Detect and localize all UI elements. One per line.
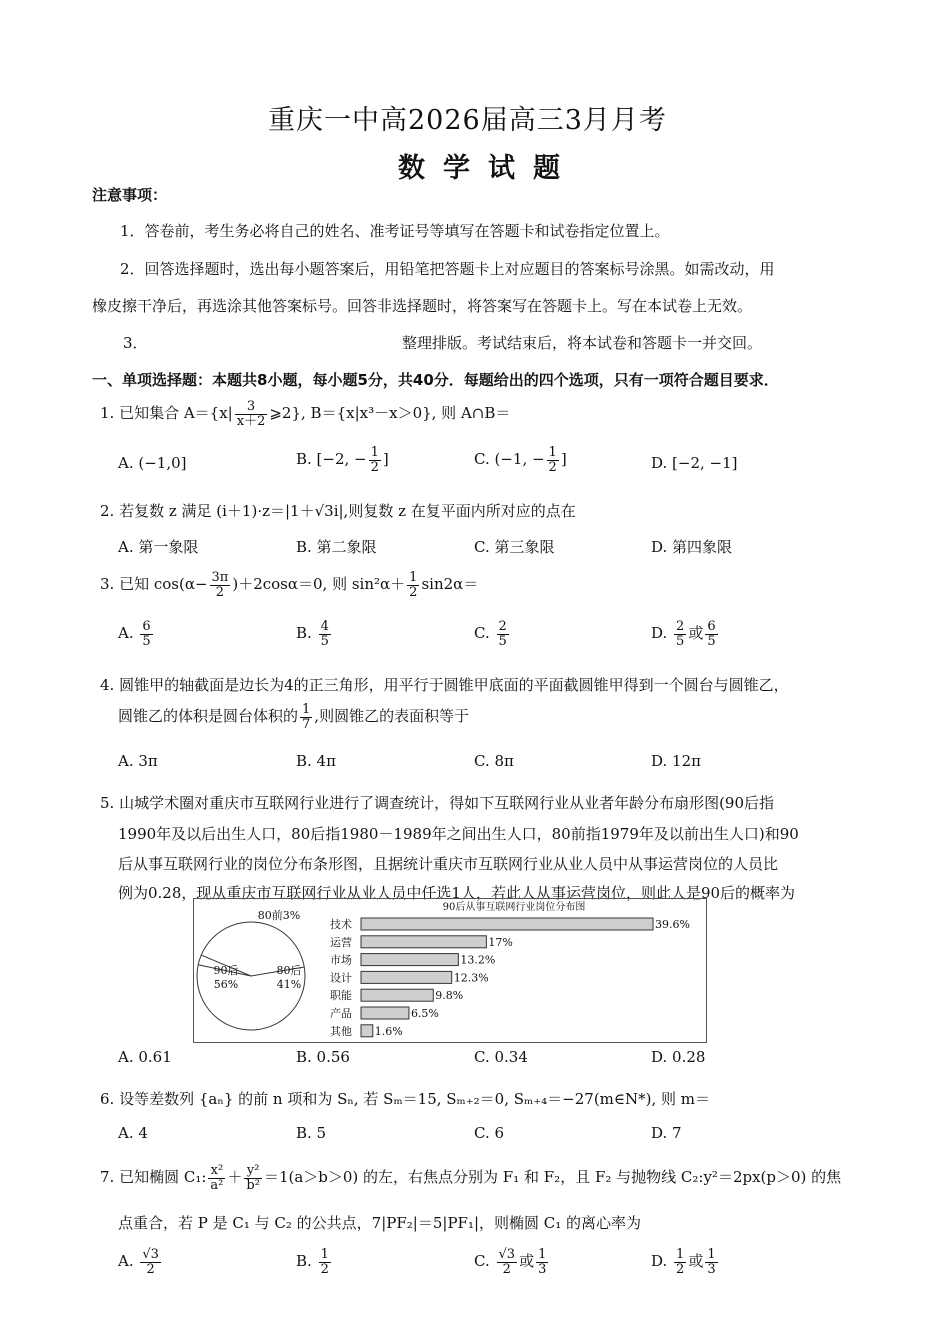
question-3-option-a[interactable]: A. $\frac{6}{5}$ — [118, 619, 151, 649]
pie-label-80: 80后 — [276, 964, 302, 977]
question-5-option-d[interactable]: D. 0.28 — [651, 1048, 706, 1066]
question-4-line-1: 4. 圆锥甲的轴截面是边长为4的正三角形，用平行于圆锥甲底面的平面截圆锥甲得到一个圆台与圆锥乙， — [100, 676, 789, 694]
question-7-line-2: 点重合，若 P 是 C₁ 与 C₂ 的公共点，7|PF₂|＝5|PF₁|，则椭圆 C₁ 的离心率为 — [118, 1214, 642, 1232]
bar-运营 — [361, 936, 486, 948]
question-7-option-c[interactable]: C. $\frac{√3}{2}$ 或 $\frac{1}{3}$ — [474, 1247, 547, 1277]
question-5-line-1: 5. 山城学术圈对重庆市互联网行业进行了调查统计，得如下互联网行业从业者年龄分布扇形图(90后指 — [100, 794, 775, 812]
question-3-option-d[interactable]: D. $\frac{2}{5}$ 或 $\frac{6}{5}$ — [651, 619, 716, 649]
question-1-option-c[interactable]: C. (−1, − $\frac{1}{2}$ ] — [474, 445, 567, 475]
question-5-option-b[interactable]: B. 0.56 — [296, 1048, 350, 1066]
question-3-option-c[interactable]: C. $\frac{2}{5}$ — [474, 619, 507, 649]
question-4-line-2: 圆锥乙的体积是圆台体积的 $\frac{1}{7}$ ,则圆锥乙的表面积等于 — [118, 702, 470, 732]
question-7-option-a[interactable]: A. $\frac{√3}{2}$ — [118, 1247, 159, 1277]
question-5-figure — [193, 898, 707, 1043]
bar-职能 — [361, 989, 433, 1001]
question-6-option-c[interactable]: C. 6 — [474, 1124, 505, 1142]
pie-label-80-pct: 41% — [276, 978, 302, 991]
question-7-line-1: 7. 已知椭圆 C₁: $\frac{\text{x²}}{\text{a²}}$ ＋ $\frac{\text{y²}}{\text{b²}}$ ＝1(a＞b＞0) 的左，右焦点分别为 F₁ 和 F₂，且 F₂ 与抛物线 C₂:y²＝2px(p＞0) 的焦 — [100, 1163, 842, 1193]
question-4-option-a[interactable]: A. 3π — [118, 752, 158, 770]
bar-category-label: 产品 — [330, 1007, 352, 1020]
bar-技术 — [361, 918, 653, 930]
question-1-option-b[interactable]: B. [−2, − $\frac{1}{2}$ ] — [296, 445, 389, 475]
bar-category-label: 设计 — [330, 971, 352, 985]
question-2-option-c[interactable]: C. 第三象限 — [474, 538, 555, 556]
question-1-option-d[interactable]: D. [−2, −1] — [651, 454, 738, 472]
question-4-option-b[interactable]: B. 4π — [296, 752, 336, 770]
question-5-line-4: 例为0.28，现从重庆市互联网行业从业人员中任选1人，若此人从事运营岗位，则此人是90后的概率为 — [118, 884, 796, 902]
question-6-option-a[interactable]: A. 4 — [118, 1124, 148, 1142]
bar-value-label: 6.5% — [410, 1007, 439, 1020]
question-4-option-d[interactable]: D. 12π — [651, 752, 701, 770]
bar-category-label: 市场 — [330, 953, 352, 967]
exam-subtitle: 数学试题 — [398, 153, 578, 184]
question-1-option-a[interactable]: A. (−1,0] — [118, 454, 187, 472]
notice-item-2-line-1: 2．回答选择题时，选出每小题答案后，用铅笔把答题卡上对应题目的答案标号涂黑。如需改动，用 — [120, 260, 775, 278]
bar-其他 — [361, 1025, 373, 1037]
question-5-line-2: 1990年及以后出生人口，80后指1980－1989年之间出生人口，80前指1979年及以前出生人口)和90 — [118, 825, 799, 843]
question-1-stem: 1. 已知集合 A＝{x| $\frac{3}{x+2}$ ⩾2}, B＝{x|x³－x＞0}, 则 A∩B＝ — [100, 399, 511, 429]
bar-category-label: 职能 — [330, 989, 352, 1003]
fraction: $\frac{3}{x+2}$ — [236, 399, 266, 429]
question-5-option-a[interactable]: A. 0.61 — [118, 1048, 172, 1066]
question-3-option-b[interactable]: B. $\frac{4}{5}$ — [296, 619, 329, 649]
question-2-option-d[interactable]: D. 第四象限 — [651, 538, 733, 556]
question-2-stem: 2. 若复数 z 满足 (i＋1)·z＝|1＋√3i|,则复数 z 在复平面内所对应的点在 — [100, 502, 576, 520]
question-3-stem: 3. 已知 cos(α− $\frac{3\pi}{2}$ )＋2cosα＝0, 则 sin²α＋ $\frac{1}{2}$ sin2α＝ — [100, 570, 479, 600]
question-2-option-a[interactable]: A. 第一象限 — [118, 538, 199, 556]
bar-category-label: 技术 — [330, 918, 352, 931]
bar-category-label: 运营 — [330, 935, 352, 949]
bar-value-label: 13.2% — [460, 953, 496, 967]
question-5-line-3: 后从事互联网行业的岗位分布条形图，且据统计重庆市互联网行业从业人员中从事运营岗位的人员比 — [118, 855, 779, 873]
pie-label-pre80: 80前3% — [257, 909, 301, 922]
question-5-option-c[interactable]: C. 0.34 — [474, 1048, 528, 1066]
pie-label-90-pct: 56% — [213, 978, 239, 991]
question-4-option-c[interactable]: C. 8π — [474, 752, 514, 770]
notice-heading: 注意事项： — [92, 186, 168, 204]
chart-svg — [194, 899, 706, 1042]
question-6-stem: 6. 设等差数列 {aₙ} 的前 n 项和为 Sₙ, 若 Sₘ＝15, Sₘ₊₂＝0, Sₘ₊₄＝−27(m∈N*), 则 m＝ — [100, 1090, 710, 1108]
bar-category-label: 其他 — [330, 1024, 352, 1038]
question-6-option-d[interactable]: D. 7 — [651, 1124, 682, 1142]
bar-设计 — [361, 971, 452, 983]
bar-chart-title: 90后从事互联网行业岗位分布图 — [442, 902, 586, 913]
bar-value-label: 9.8% — [435, 989, 464, 1003]
bar-产品 — [361, 1007, 409, 1019]
bar-value-label: 1.6% — [374, 1024, 403, 1038]
notice-item-2-line-2: 橡皮擦干净后，再选涂其他答案标号。回答非选择题时，将答案写在答题卡上。写在本试卷上无效。 — [92, 297, 753, 315]
notice-item-1: 1．答卷前，考生务必将自己的姓名、准考证号等填写在答题卡和试卷指定位置上。 — [120, 222, 670, 240]
notice-item-3-number: 3． — [123, 334, 148, 352]
question-7-option-d[interactable]: D. $\frac{1}{2}$ 或 $\frac{1}{3}$ — [651, 1247, 716, 1277]
pie-label-90: 90后 — [213, 964, 239, 977]
notice-item-3-text: 整理排版。考试结束后，将本试卷和答题卡一并交回。 — [402, 334, 763, 352]
bar-value-label: 12.3% — [453, 971, 489, 985]
bar-value-label: 39.6% — [655, 918, 691, 931]
bar-市场 — [361, 954, 458, 966]
section-1-heading: 一、单项选择题：本题共8小题，每小题5分，共40分．每题给出的四个选项，只有一项符合题目要求． — [92, 371, 779, 389]
question-2-option-b[interactable]: B. 第二象限 — [296, 538, 377, 556]
question-7-option-b[interactable]: B. $\frac{1}{2}$ — [296, 1247, 329, 1277]
exam-title: 重庆一中高2026届高三3月月考 — [268, 105, 667, 136]
bar-value-label: 17% — [488, 935, 513, 949]
question-6-option-b[interactable]: B. 5 — [296, 1124, 327, 1142]
